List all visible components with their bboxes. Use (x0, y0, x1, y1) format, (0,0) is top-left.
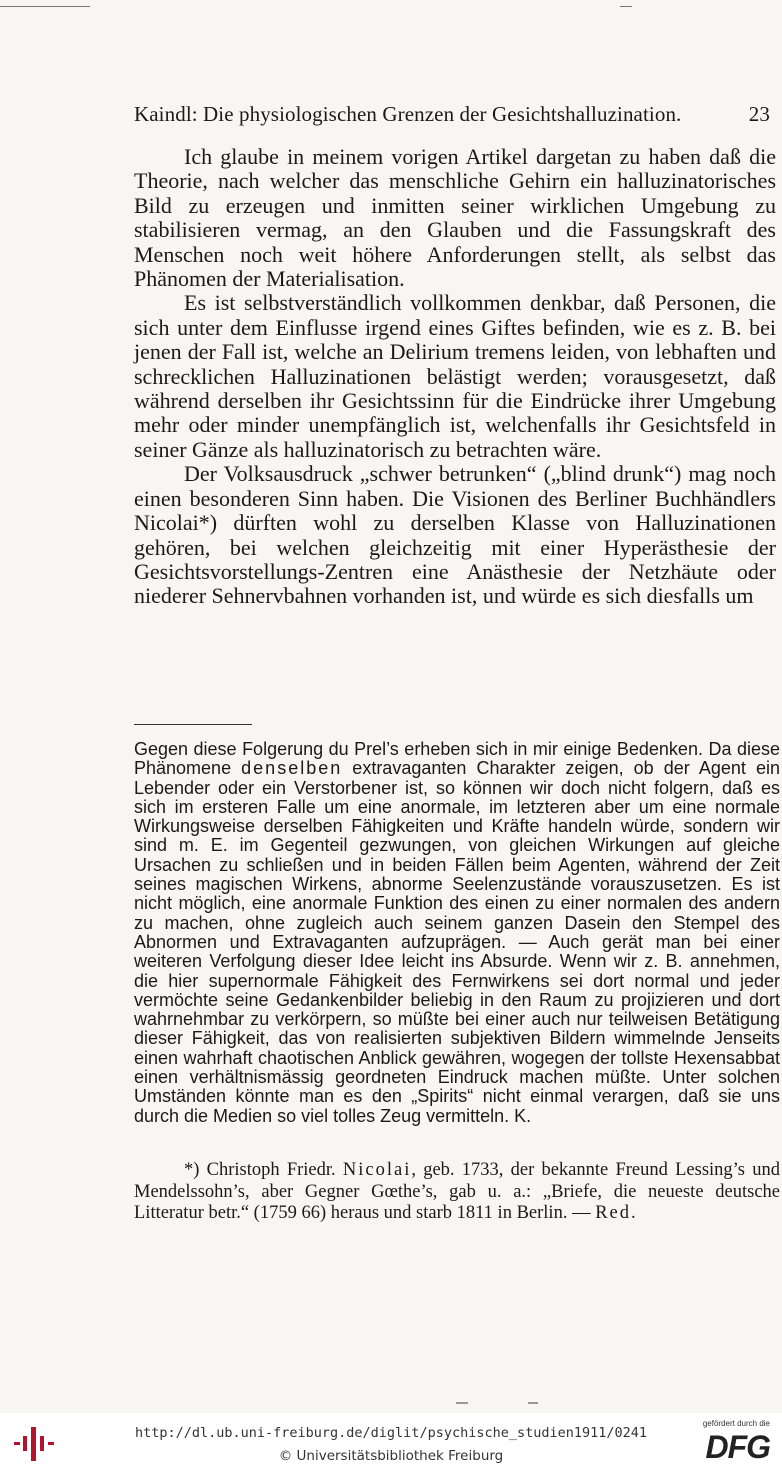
footnote-text: , geb. 1733, der bekannte Freund Lessing’s und Mendelssohn’s, aber Gegner Gœthe’s, gab u. a.: „Briefe, die neueste deutsche Litteratur betr.“ (1759 66) heraus und starb 1811 in Berlin. — (134, 1160, 780, 1223)
header-title: Kaindl: Die physiologischen Grenzen der Gesichtshalluzination. (134, 102, 682, 126)
viewer-footer (0, 1413, 782, 1469)
footnote (134, 1160, 780, 1225)
editorial-note (134, 740, 780, 1126)
bottom-edge-mark (528, 1402, 538, 1404)
dfg-logo: DFG (705, 1429, 770, 1465)
paragraph: Ich glaube in meinem vorigen Artikel dargetan zu haben daß die Theorie, nach welcher das menschliche Gehirn ein halluzinatorisches Bild zu erzeugen und inmitten seiner wirklichen Umgebung zu stabilisieren vermag, an den Glauben und die Fassungskraft des Menschen noch weit höhere Anforderungen stellt, als selbst das Phänomen der Materialisation. (134, 144, 776, 292)
running-header (134, 102, 774, 127)
note-text: extravaganten Charakter zeigen, ob der Agent ein Lebender oder ein Verstorbener ist, so können wir doch nicht folgern, daß es sich im ersteren Falle um eine anormale, im letzteren aber um eine normale Wirkungsweise derselben Fähigkeiten und Kräfte handeln würde, sondern wir sind m. E. im Gegenteil gezwungen, von gleichen Wirkungen auf gleiche Ursachen zu schließen und in beiden Fällen beim Agenten, während der Zeit seines magischen Wirkens, abnorme Seelenzustände vorauszusetzen. Es ist nicht möglich, eine anormale Funktion des einen zu einer normalen des andern zu machen, ohne zugleich auch seinem ganzen Dasein den Stempel des Abnormen und Extravaganten aufzuprägen. — Auch gerät man bei einer weiteren Verfolgung dieser Idee leicht ins Absurde. Wenn wir z. B. annehmen, die hier supernormale Fähigkeit des Fernwirkens sei dort normal und jeder vermöchte seine Gedankenbilder beliebig in den Raum zu projizieren und dort wahrnehmbar zu verkörpern, so müßte bei einer auch nur teilweisen Betätigung dieser Fähigkeit, das von realisierten subjektiven Bildern wimmelnde Jenseits einen wahrhaft chaotischen Anblick gewähren, wogegen der tollste Hexensabbat einen verhältnismässig geordneten Eindruck machen müßte. Unter solchen Umständen könnte man es den „Spirits“ nicht einmal verargen, daß sie uns durch die Medien so viel tolles Zeug vermitteln. K. (134, 758, 780, 1126)
permalink[interactable]: http://dl.ub.uni-freiburg.de/diglit/psychische_studien1911/0241 (134, 1425, 648, 1441)
paragraph: Der Volksausdruck „schwer betrunken“ („blind drunk“) mag noch einen besonderen Sinn haben. Die Visionen des Berliner Buchhändlers Nicolai*) dürften wohl zu derselben Klasse von Halluzinationen gehören, bei welchen gleichzeitig mit einer Hyperästhesie der Gesichtsvorstellungs-Zentren eine Anästhesie der Netzhäute oder niederer Sehnervbahnen vorhanden ist, und würde es sich diesfalls um (134, 461, 776, 609)
page-number: 23 (748, 102, 770, 126)
footnote-signature: Red. (595, 1203, 638, 1223)
footnote-name: Nicolai (342, 1160, 412, 1180)
note-text: Gegen diese Folgerung du Prel’s erheben sich in mir einige Bedenken. Da diese Phänomene (134, 739, 780, 779)
top-edge-mark (0, 6, 90, 7)
main-text (134, 145, 776, 609)
top-edge-mark (620, 6, 632, 7)
footnote-text: *) Christoph Friedr. (184, 1160, 343, 1180)
footnote-separator (134, 724, 252, 725)
copyright-notice: © Universitätsbibliothek Freiburg (278, 1448, 504, 1464)
note-emphasis: denselben (241, 758, 343, 779)
bottom-edge-mark (456, 1402, 468, 1404)
funding-caption: gefördert durch die (702, 1419, 770, 1428)
paragraph: Es ist selbstverständlich vollkommen denkbar, daß Personen, die sich unter dem Einflusse irgend eines Giftes befinden, wie es z. B. bei jenen der Fall ist, welche an Delirium tremens leiden, von lebhaften und schrecklichen Halluzinationen belästigt werden; vorausgesetzt, daß während derselben ihr Gesichtssinn für die Eindrücke ihrer Umgebung mehr oder minder unempfänglich ist, welchenfalls ihr Gesichtsfeld in seiner Gänze als halluzinatorisch zu betrachten wäre. (134, 290, 776, 462)
